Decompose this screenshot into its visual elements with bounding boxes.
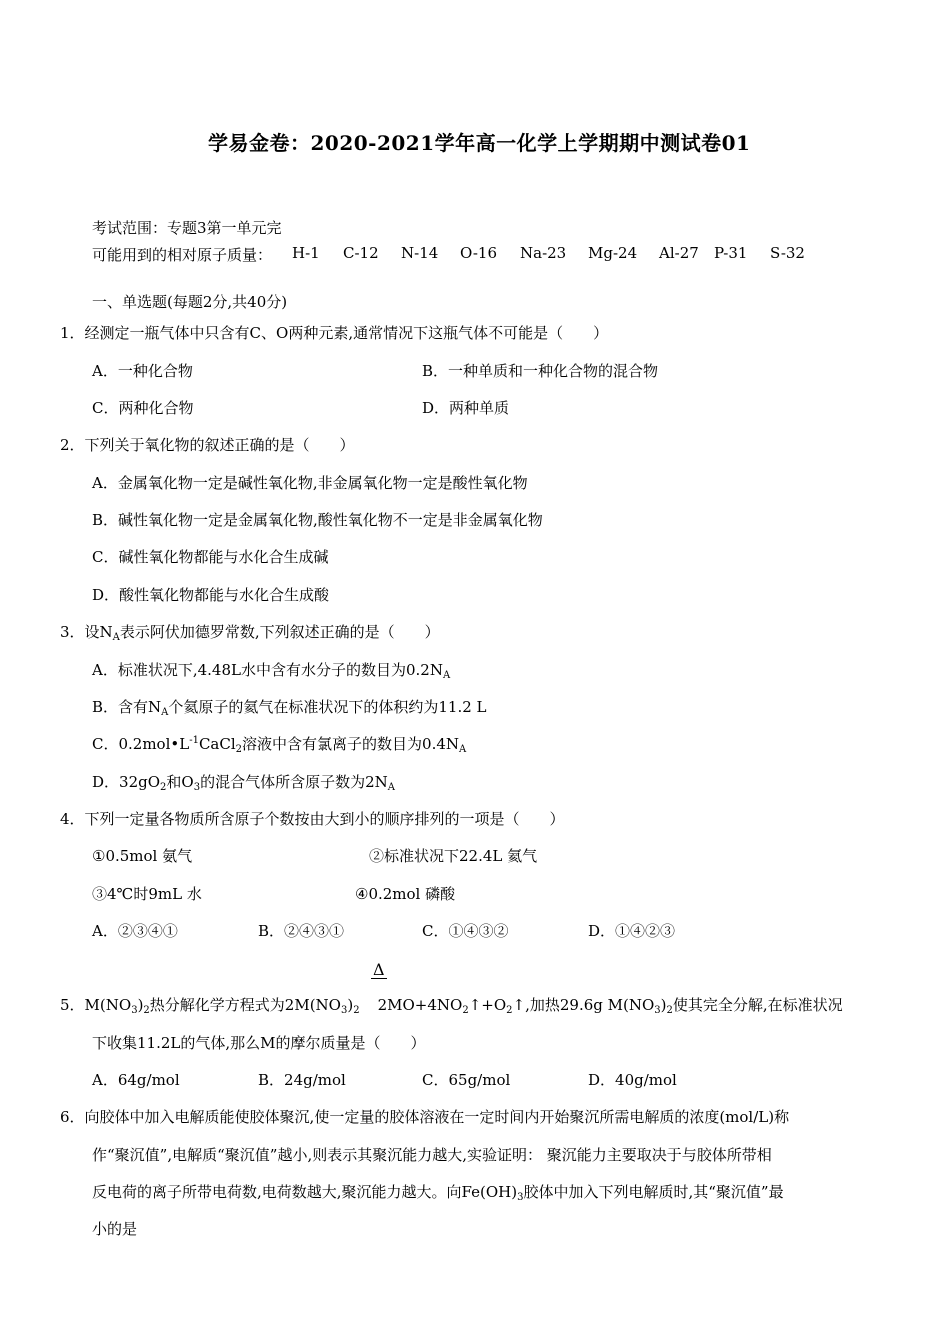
- question-2-option-a: A．金属氧化物一定是碱性氧化物,非金属氧化物一定是酸性氧化物: [92, 474, 528, 492]
- atomic-mass-item: S-32: [770, 244, 805, 262]
- question-4-item-3: ③4℃时9mL 水: [92, 885, 202, 903]
- question-5-option-d: D．40g/mol: [588, 1071, 677, 1089]
- question-3-option-d: D．$32gO_2$和$O_3$的混合气体所含原子数为$2N_A$: [92, 773, 395, 793]
- question-5-stem-line-2: 下收集11.2L的气体,那么M的摩尔质量是（ ）: [92, 1034, 426, 1052]
- question-3-option-a: A．标准状况下,4.48L水中含有水分子的数目为$0.2N_A$: [92, 661, 451, 681]
- exam-scope: 考试范围：专题3第一单元完: [92, 219, 282, 237]
- atomic-mass-item: Mg-24: [588, 244, 638, 262]
- section-heading: 一、单选题(每题2分,共40分): [92, 293, 288, 311]
- atomic-mass-item: P-31: [714, 244, 748, 262]
- atomic-mass-item: C-12: [343, 244, 379, 262]
- question-6-line-2: 作“聚沉值”,电解质“聚沉值”越小,则表示其聚沉能力越大,实验证明： 聚沉能力主要取决于与胶体所带相: [92, 1146, 772, 1164]
- question-2-option-c: C．碱性氧化物都能与水化合生成碱: [92, 548, 329, 566]
- question-1-option-a: A．一种化合物: [92, 362, 193, 380]
- question-6-line-4: 小的是: [92, 1220, 138, 1238]
- page-title: 学易金卷：2020-2021学年高一化学上学期期中测试卷01: [208, 131, 751, 155]
- heat-delta-symbol: Δ: [373, 960, 385, 979]
- question-1-option-b: B．一种单质和一种化合物的混合物: [422, 362, 659, 380]
- question-5-stem: 5．$M(NO_3)_2$热分解化学方程式为$2M(NO_3)_2$ $2MO+4NO_2↑+O_2↑$,加热29.6g $M(NO_3)_2$使其完全分解,在标准状况: [60, 996, 843, 1016]
- question-4-option-b: B．②④③①: [258, 922, 345, 940]
- atomic-mass-item: Na-23: [520, 244, 567, 262]
- question-5-option-a: A．64g/mol: [92, 1071, 180, 1089]
- atomic-mass-item: N-14: [401, 244, 439, 262]
- question-5-option-b: B．24g/mol: [258, 1071, 346, 1089]
- question-6-line-3: 反电荷的离子所带电荷数,电荷数越大,聚沉能力越大。向$Fe(OH)_3$胶体中加入下列电解质时,其“聚沉值”最: [92, 1183, 784, 1203]
- question-4-stem: 4．下列一定量各物质所含原子个数按由大到小的顺序排列的一项是（ ）: [60, 810, 565, 828]
- question-2-option-d: D．酸性氧化物都能与水化合生成酸: [92, 586, 330, 604]
- atomic-mass-item: Al-27: [659, 244, 699, 262]
- question-4-option-d: D．①④②③: [588, 922, 676, 940]
- question-3-stem: 3．设$N_A$表示阿伏加德罗常数,下列叙述正确的是（ ）: [60, 623, 440, 643]
- question-2-stem: 2．下列关于氧化物的叙述正确的是（ ）: [60, 436, 355, 454]
- question-1-option-d: D．两种单质: [422, 399, 510, 417]
- question-2-option-b: B．碱性氧化物一定是金属氧化物,酸性氧化物不一定是非金属氧化物: [92, 511, 543, 529]
- question-4-option-a: A．②③④①: [92, 922, 178, 940]
- question-1-stem: 1．经测定一瓶气体中只含有C、O两种元素,通常情况下这瓶气体不可能是（ ）: [60, 324, 609, 342]
- question-4-option-c: C．①④③②: [422, 922, 509, 940]
- question-3-option-b: B．含有$N_A$个氦原子的氦气在标准状况下的体积约为11.2 L: [92, 698, 487, 718]
- question-3-option-c: C．$0.2mol•L^{-1}CaCl_2$溶液中含有氯离子的数目为$0.4N_A$: [92, 735, 467, 755]
- atomic-mass-label: 可能用到的相对原子质量：: [92, 246, 273, 264]
- question-5-option-c: C．65g/mol: [422, 1071, 511, 1089]
- atomic-mass-item: O-16: [460, 244, 498, 262]
- question-6-line-1: 6．向胶体中加入电解质能使胶体聚沉,使一定量的胶体溶液在一定时间内开始聚沉所需电解质的浓度(mol/L)称: [60, 1108, 790, 1126]
- question-4-item-1: ①0.5mol 氨气: [92, 847, 193, 865]
- question-1-option-c: C．两种化合物: [92, 399, 194, 417]
- question-4-item-2: ②标准状况下22.4L 氦气: [369, 847, 538, 865]
- question-4-item-4: ④0.2mol 磷酸: [355, 885, 456, 903]
- atomic-mass-item: H-1: [292, 244, 320, 262]
